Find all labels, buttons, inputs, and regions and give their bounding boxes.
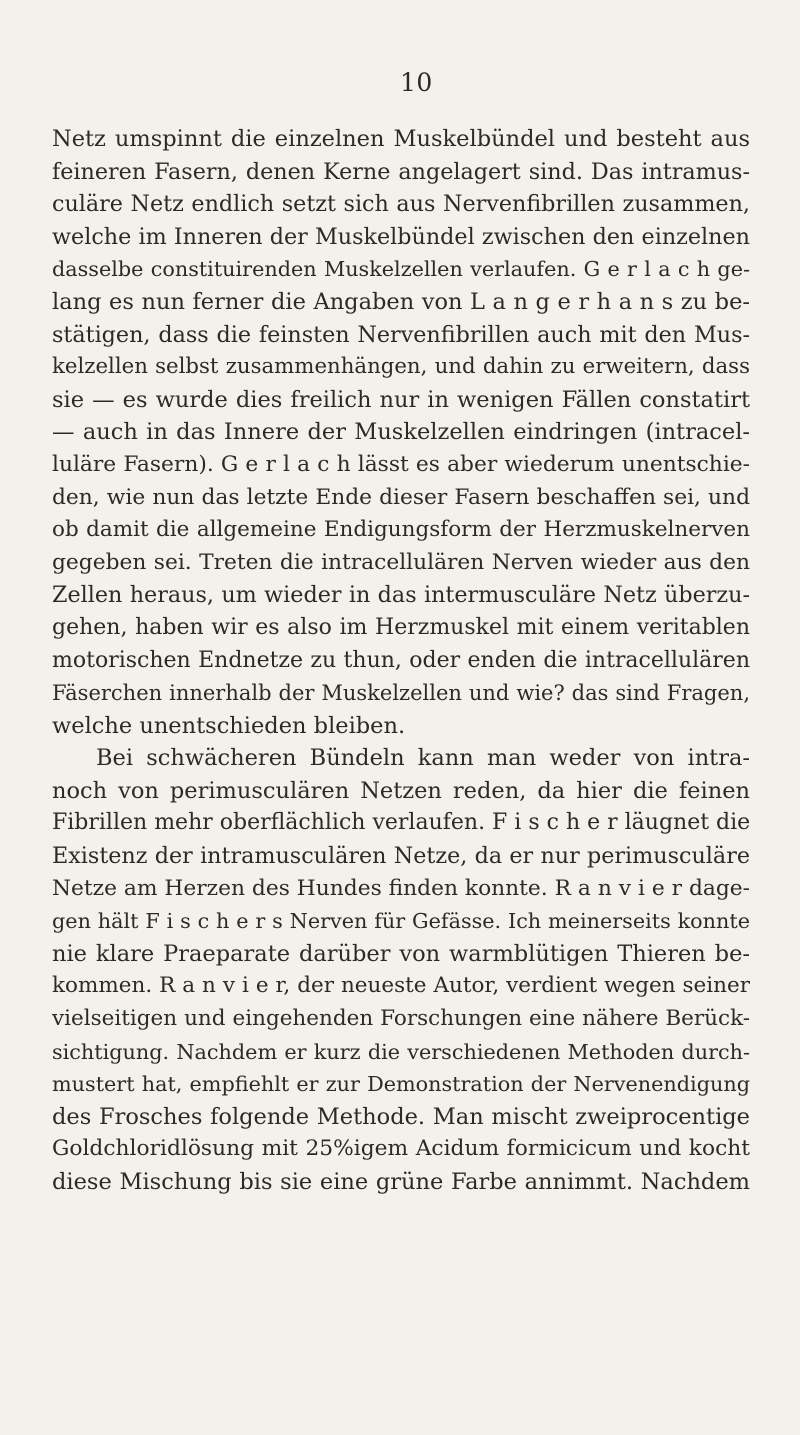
text-line: noch von perimusculären Netzen reden, da hier die feinen [52,777,750,804]
text-line: nie klare Praeparate darüber von warmblütigen Thieren be- [52,940,750,967]
text-line: den, wie nun das letzte Ende dieser Fasern beschaffen sei, und [52,484,750,510]
text-line: luläre Fasern). G e r l a c h lässt es aber wiederum unentschie- [52,451,750,477]
text-line: Goldchloridlösung mit 25%igem Acidum formicicum und kocht [52,1136,750,1162]
text-line: vielseitigen und eingehenden Forschungen eine nähere Berück- [52,1006,750,1032]
body-text [52,123,750,1199]
text-line: Fäserchen innerhalb der Muskelzellen und wie? das sind Fragen, [52,681,750,706]
text-line: Fibrillen mehr oberflächlich verlaufen. F i s c h e r läugnet die [52,810,750,836]
text-line: stätigen, dass die feinsten Nervenfibrillen auch mit den Mus- [52,321,750,348]
text-line: Zellen heraus, um wieder in das intermusculäre Netz überzu- [52,582,750,609]
paragraph-start-line: Bei schwächeren Bündeln kann man weder von intra- [96,745,750,772]
text-line: des Frosches folgende Methode. Man mischt zweiprocentige [52,1103,750,1130]
text-line: gen hält F i s c h e r s Nerven für Gefässe. Ich meinerseits konnte [52,909,750,934]
page-number: 10 [400,68,433,97]
text-line: gehen, haben wir es also im Herzmuskel mit einem veritablen [52,614,750,640]
text-line: ob damit die allgemeine Endigungsform der Herzmuskelnerven [52,517,750,543]
paragraph-end-line: welche unentschieden bleiben. [52,712,406,739]
text-line: Netze am Herzen des Hundes finden konnte. R a n v i e r dage- [52,875,750,901]
text-line: motorischen Endnetze zu thun, oder enden die intracellulären [52,647,750,673]
text-line: gegeben sei. Treten die intracellulären Nerven wieder aus den [52,549,750,575]
text-line: welche im Inneren der Muskelbündel zwischen den einzelnen [52,223,750,250]
text-line: mustert hat, empfiehlt er zur Demonstration der Nervenendigung [52,1072,750,1097]
text-line: kelzellen selbst zusammenhängen, und dahin zu erweitern, dass [52,354,750,380]
text-line: sichtigung. Nachdem er kurz die verschiedenen Methoden durch- [52,1039,750,1064]
text-line: kommen. R a n v i e r, der neueste Autor, verdient wegen seiner [52,973,750,999]
text-line: culäre Netz endlich setzt sich aus Nervenfibrillen zusammen, [52,191,750,218]
text-line: diese Mischung bis sie eine grüne Farbe annimmt. Nachdem [52,1169,750,1195]
text-line: — auch in das Innere der Muskelzellen eindringen (intracel- [52,419,750,446]
text-line: Netz umspinnt die einzelnen Muskelbündel und besteht aus [52,126,750,152]
text-line: Existenz der intramusculären Netze, da er nur perimusculäre [52,843,750,870]
text-line: dasselbe constituirenden Muskelzellen verlaufen. G e r l a c h ge- [52,257,750,282]
text-line: feineren Fasern, denen Kerne angelagert sind. Das intramus- [52,158,750,185]
text-line: sie — es wurde dies freilich nur in wenigen Fällen constatirt [52,386,750,413]
text-line: lang es nun ferner die Angaben von L a n g e r h a n s zu be- [52,288,750,315]
